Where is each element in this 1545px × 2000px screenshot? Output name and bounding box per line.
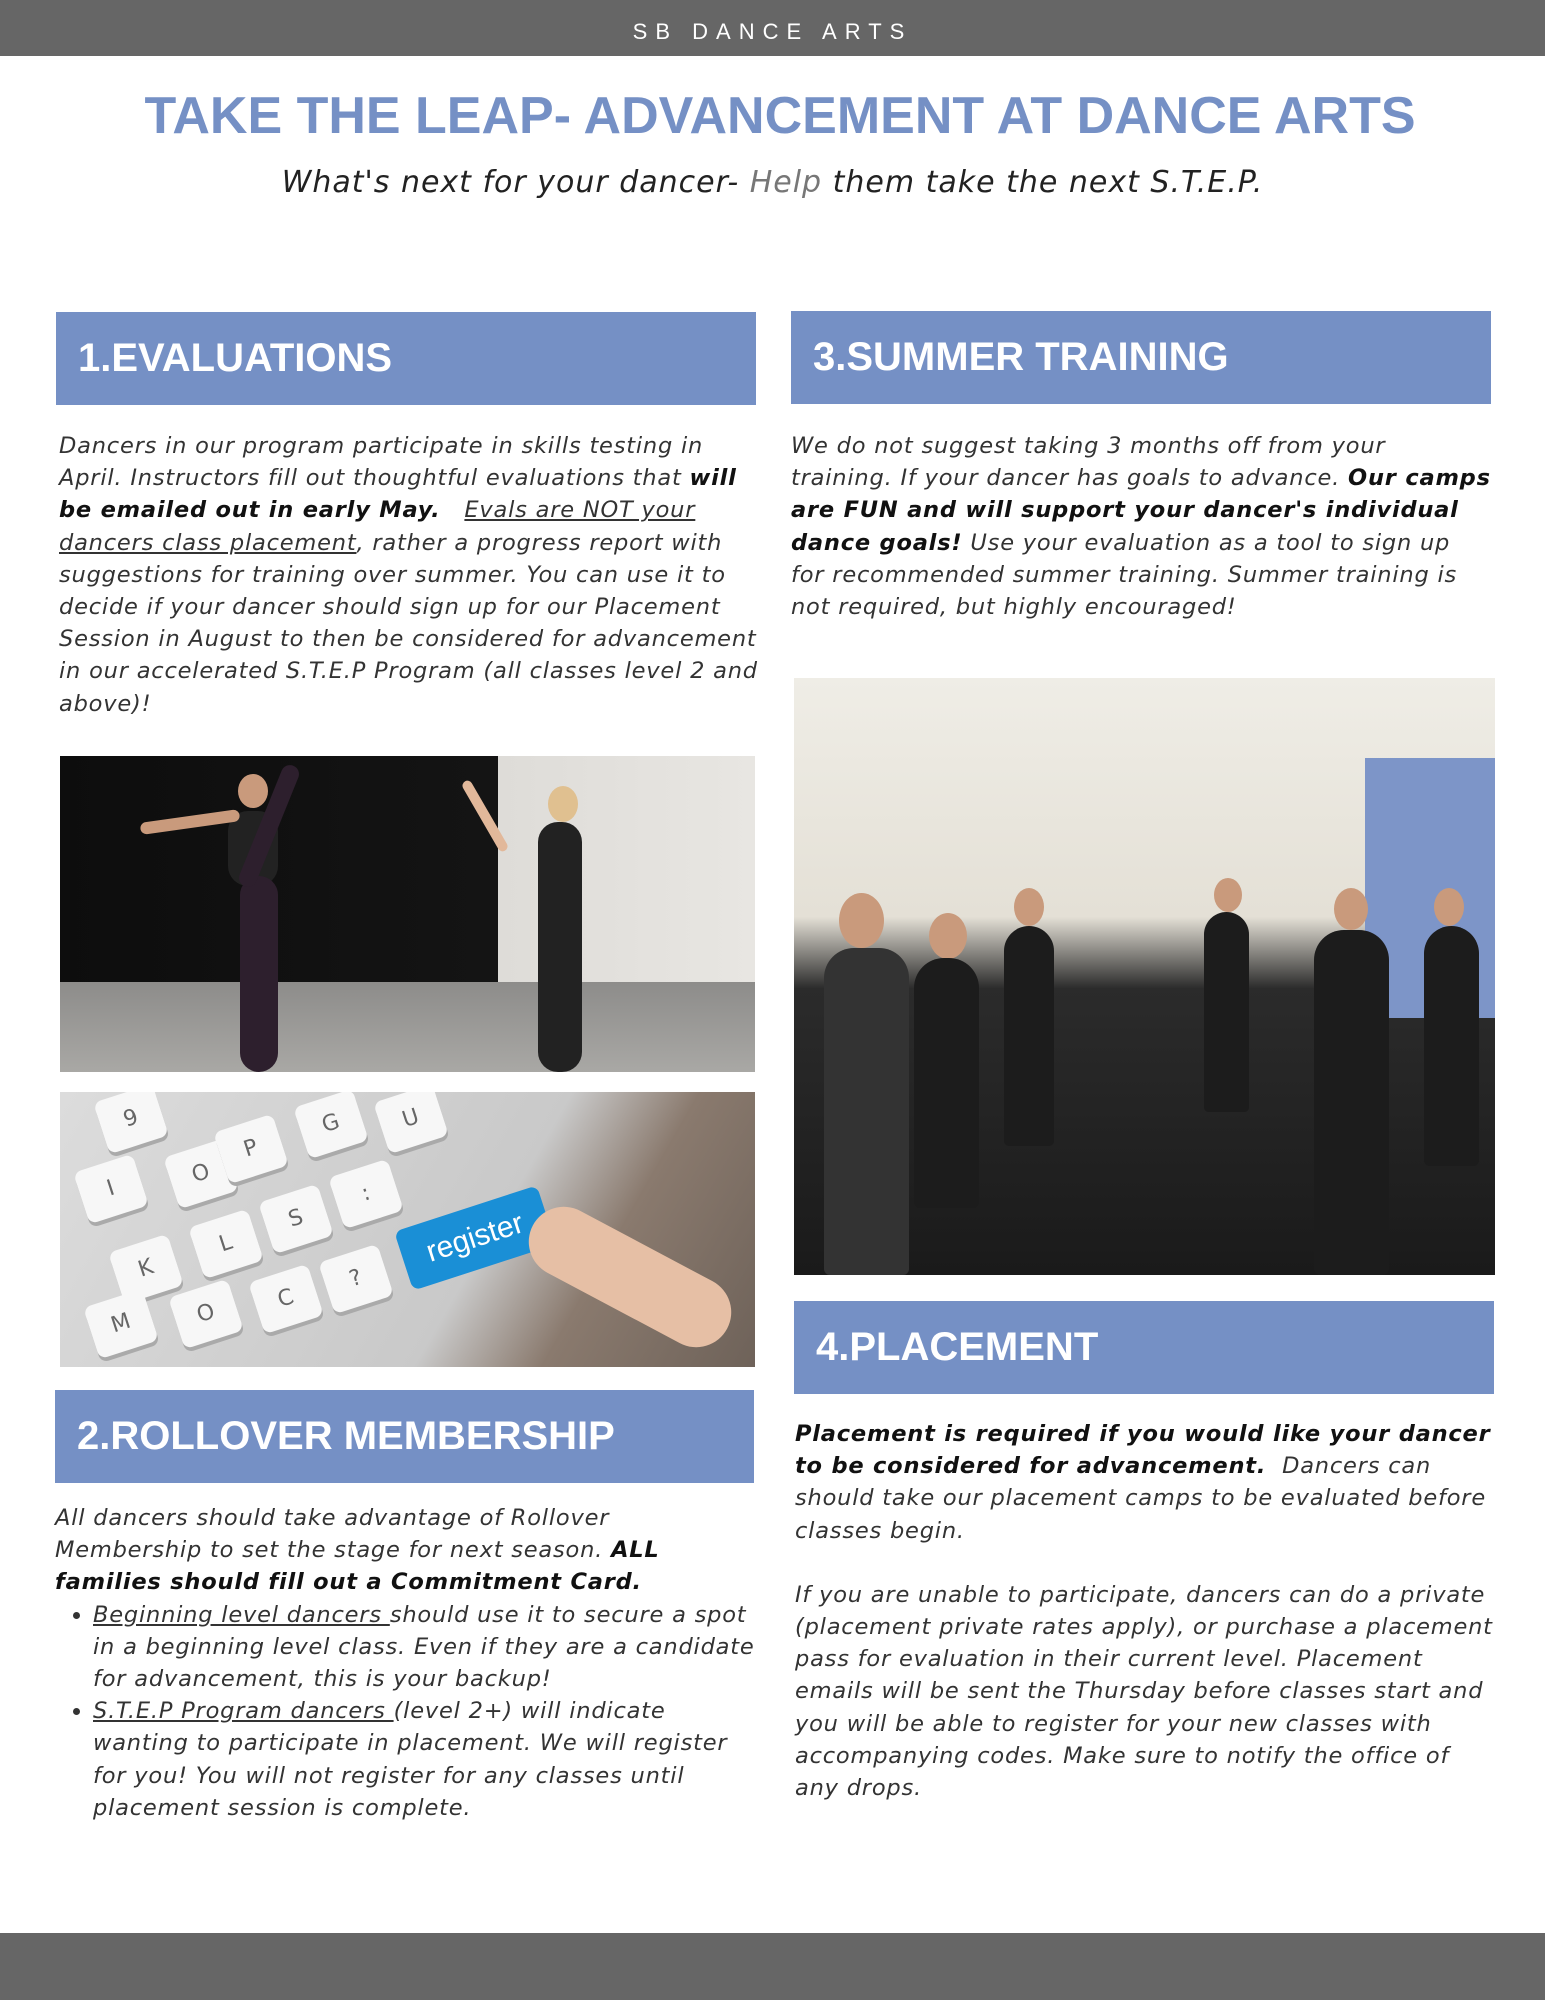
- dancers-evaluation-photo: [60, 756, 755, 1072]
- placement-text: Placement is required if you would like your dancer to be considered for advancement. Dancers can should take our placement camps to be evaluated before classes begin. If you are unable to participate, dancers can do a private (placement private rates apply), or purchase a placement pass for evaluation in their current level. Placement emails will be sent the Thursday before classes start and you will be able to register for your new classes with accompanying codes. Make sure to notify the office of any drops.: [795, 1421, 1494, 1802]
- section-heading-summer: 3.SUMMER TRAINING: [791, 311, 1491, 404]
- list-item: • S.T.E.P Program dancers (level 2+) will indicate wanting to participate in placement. We will register for you! You will not register for any classes until placement session is complete.: [93, 1695, 755, 1824]
- rollover-list: [55, 1599, 755, 1824]
- section-heading-placement: 4.PLACEMENT: [794, 1301, 1494, 1394]
- register-key: register: [394, 1185, 556, 1290]
- dance-class-photo: [794, 678, 1495, 1275]
- list-item: • Beginning level dancers should use it to secure a spot in a beginning level class. Even if they are a candidate for advancement, this is your backup!: [93, 1599, 755, 1696]
- section-heading-evaluations: 1.EVALUATIONS: [56, 312, 756, 405]
- brand-name: SB DANCE ARTS: [632, 19, 913, 44]
- subtitle-part1: What's next for your dancer-: [281, 165, 750, 200]
- rollover-text: All dancers should take advantage of Rollover Membership to set the stage for next season. ALL families should fill out a Commitment Card. • Beginning level dancers should use it to secure a spot in a beginning level class. Even if they are a candidate for advancement, this is your backup! • S.T.E.P Program dancers (level 2+) will indicate wanting to participate in placement. We will register for you! You will not register for any classes until placement session is complete.: [55, 1502, 755, 1824]
- evaluations-text: Dancers in our program participate in skills testing in April. Instructors fill out thoughtful evaluations that will be emailed out in early May. Evals are NOT your dancers class placement, rather a progress report with suggestions for training over summer. You can use it to decide if your dancer should sign up for our Placement Session in August to then be considered for advancement in our accelerated S.T.E.P Program (all classes level 2 and above)!: [59, 433, 758, 717]
- subtitle-part2: them take the next S.T.E.P.: [822, 165, 1264, 200]
- page-subtitle: [40, 165, 1505, 200]
- page-title: TAKE THE LEAP- ADVANCEMENT AT DANCE ARTS: [144, 87, 1416, 145]
- register-keyboard-photo: 9 O P G U I K L S : ? M O C register: [60, 1092, 755, 1367]
- bottom-bar: [0, 1933, 1545, 2000]
- top-banner: [0, 0, 1545, 56]
- subtitle-help: Help: [749, 165, 823, 200]
- evals-note-link: Evals are NOT your dancers class placement: [59, 497, 696, 556]
- section-heading-rollover: 2.ROLLOVER MEMBERSHIP: [55, 1390, 754, 1483]
- summer-text: We do not suggest taking 3 months off from your training. If your dancer has goals to advance. Our camps are FUN and will support your dancer's individual dance goals! Use your evaluation as a tool to sign up for recommended summer training. Summer training is not required, but highly encouraged!: [791, 433, 1491, 621]
